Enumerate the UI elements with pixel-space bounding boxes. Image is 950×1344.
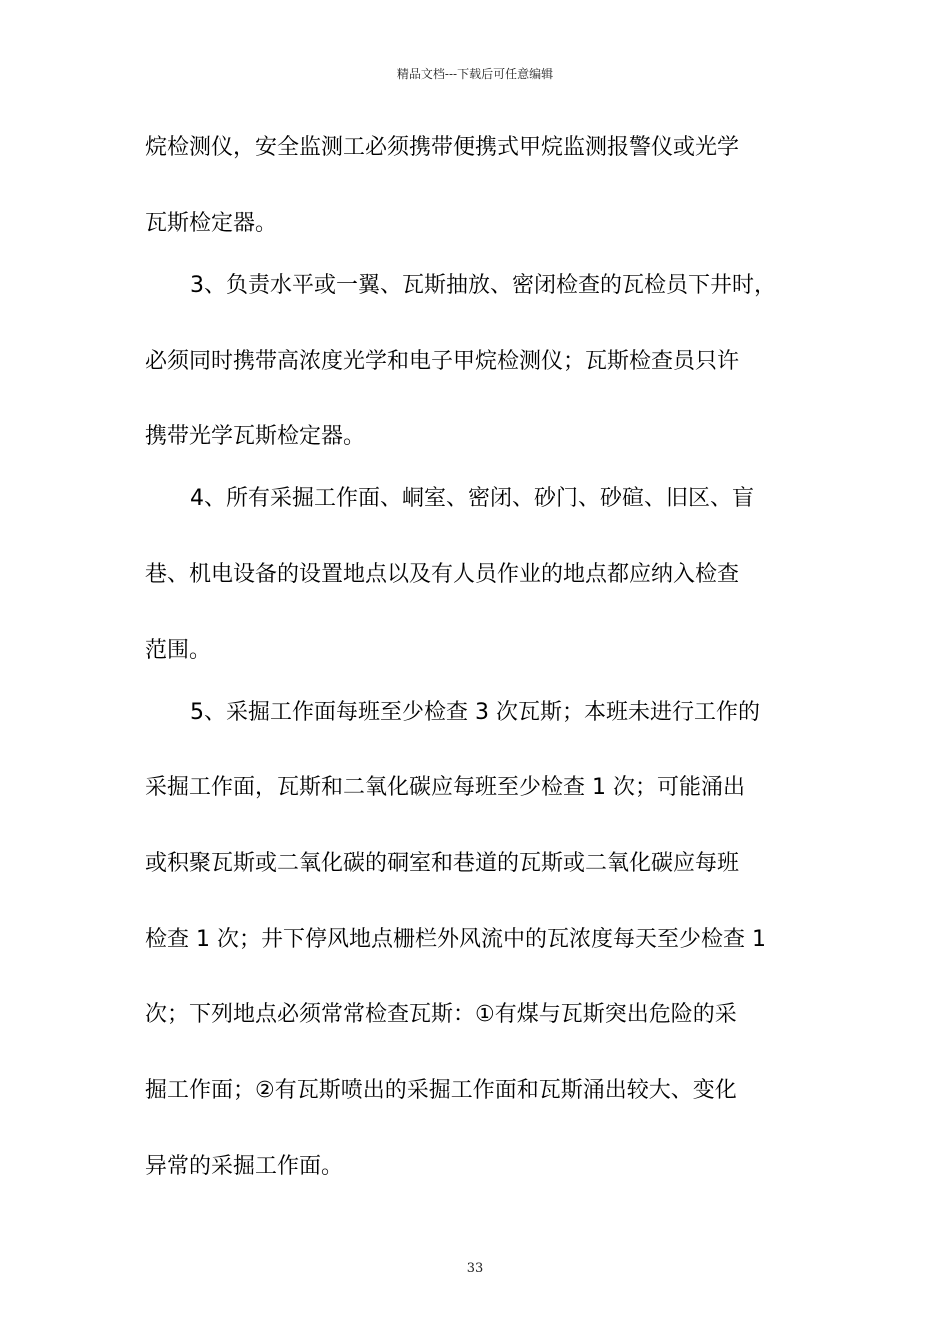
body-line: 3、负责水平或一翼、瓦斯抽放、密闭检查的瓦检员下井时，: [190, 273, 776, 298]
body-line: 必须同时携带高浓度光学和电子甲烷检测仪；瓦斯检查员只许: [145, 349, 740, 374]
page-number: 33: [466, 1261, 484, 1276]
body-line: 巷、机电设备的设置地点以及有人员作业的地点都应纳入检查: [145, 562, 740, 587]
body-line: 异常的采掘工作面。: [145, 1154, 344, 1179]
body-line: 掘工作面；②有瓦斯喷出的采掘工作面和瓦斯涌出较大、变化: [145, 1078, 737, 1103]
body-line: 检查 1 次；井下停风地点栅栏外风流中的瓦浓度每天至少检查 1: [145, 927, 766, 952]
body-line: 烷检测仪，安全监测工必须携带便携式甲烷监测报警仪或光学: [145, 135, 740, 160]
body-line: 携带光学瓦斯检定器。: [145, 424, 366, 449]
page-header: 精品文档---下载后可任意编辑: [396, 67, 554, 81]
body-line: 采掘工作面，瓦斯和二氧化碳应每班至少检查 1 次；可能涌出: [145, 775, 745, 800]
body-line: 4、所有采掘工作面、峒室、密闭、砂门、砂碹、旧区、盲: [190, 486, 754, 511]
body-line: 5、采掘工作面每班至少检查 3 次瓦斯；本班未进行工作的: [190, 700, 760, 725]
body-line: 次；下列地点必须常常检查瓦斯：①有煤与瓦斯突出危险的采: [145, 1002, 737, 1027]
body-line: 或积聚瓦斯或二氧化碳的硐室和巷道的瓦斯或二氧化碳应每班: [145, 851, 740, 876]
body-line: 范围。: [145, 638, 212, 663]
body-line: 瓦斯检定器。: [145, 211, 278, 236]
